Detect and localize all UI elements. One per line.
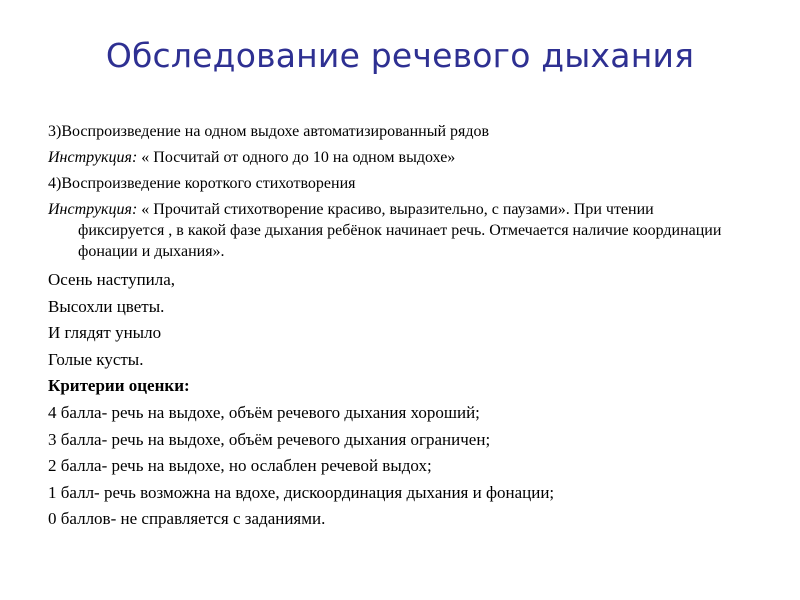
item3-instruction-label: Инструкция: bbox=[48, 149, 138, 166]
poem-line: Высохли цветы. bbox=[48, 296, 165, 316]
criteria-item: 3 балла- речь на выдохе, объём речевого дыхания ограничен; bbox=[48, 429, 491, 449]
item4-instruction-text: « Прочитай стихотворение красиво, выразительно, с паузами». При чтении фиксируется , в какой фазе дыхания ребёнок начинает речь. Отмечается наличие координации фонации и дыхания». bbox=[78, 201, 722, 260]
item4-instruction bbox=[48, 197, 728, 266]
criteria-item: 0 баллов- не справляется с заданиями. bbox=[48, 509, 326, 529]
page-title: Обследование речевого дыхания bbox=[105, 36, 695, 75]
criteria-item: 1 балл- речь возможна на вдохе, дискоординация дыхания и фонации; bbox=[48, 482, 555, 502]
criteria-item: 2 балла- речь на выдохе, но ослаблен речевой выдох; bbox=[48, 456, 432, 476]
poem-line: И глядят уныло bbox=[48, 323, 162, 343]
criteria-heading: Критерии оценки: bbox=[48, 376, 190, 396]
item4-heading: 4)Воспроизведение короткого стихотворения bbox=[48, 175, 356, 192]
poem-line: Голые кусты. bbox=[48, 349, 144, 369]
item3-instruction-text: « Посчитай от одного до 10 на одном выдохе» bbox=[137, 149, 456, 166]
item3-heading: 3)Воспроизведение на одном выдохе автоматизированный рядов bbox=[48, 123, 490, 140]
slide-body bbox=[48, 119, 728, 533]
criteria-item: 4 балла- речь на выдохе, объём речевого дыхания хороший; bbox=[48, 402, 480, 422]
item4-instruction-label: Инструкция: bbox=[48, 201, 138, 218]
item3-instruction bbox=[48, 145, 728, 171]
poem-line: Осень наступила, bbox=[48, 270, 176, 289]
